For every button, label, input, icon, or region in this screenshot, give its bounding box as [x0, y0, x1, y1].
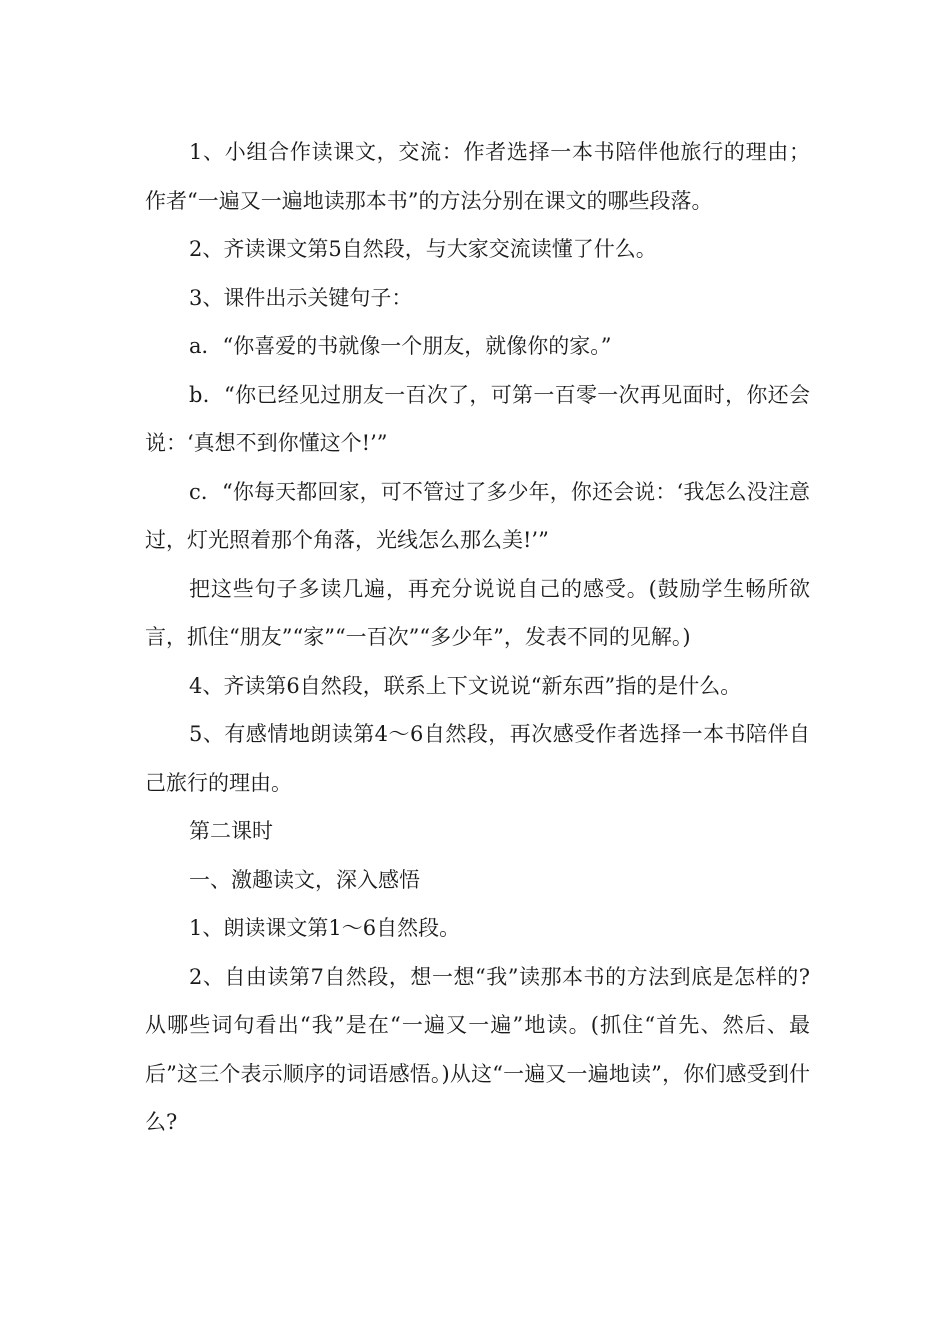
paragraph-5: b．“你已经见过朋友一百次了，可第一百零一次再见面时，你还会说：‘真想不到你懂这个!’”	[145, 382, 810, 455]
paragraph-6: c．“你每天都回家，可不管过了多少年，你还会说：‘我怎么没注意过，灯光照着那个角落，光线怎么那么美!’”	[145, 479, 810, 552]
paragraph-12: 1、朗读课文第1～6自然段。	[189, 916, 461, 940]
paragraph-13: 2、自由读第7自然段，想一想“我”读那本书的方法到底是怎样的?从哪些词句看出“我”是在“一遍又一遍”地读。(抓住“首先、然后、最后”这三个表示顺序的词语感悟。)从这“一遍又一遍地读”，你们感受到什么?	[145, 964, 810, 1134]
paragraph-9: 5、有感情地朗读第4～6自然段，再次感受作者选择一本书陪伴自己旅行的理由。	[145, 722, 810, 795]
subsection-heading: 一、激趣读文，深入感悟	[189, 867, 420, 892]
paragraph-2: 2、齐读课文第5自然段，与大家交流读懂了什么。	[189, 237, 657, 261]
paragraph-8: 4、齐读第6自然段，联系上下文说说“新东西”指的是什么。	[189, 673, 742, 698]
section-heading: 第二课时	[189, 819, 273, 843]
paragraph-3: 3、课件出示关键句子：	[189, 285, 413, 310]
paragraph-4: a．“你喜爱的书就像一个朋友，就像你的家。”	[189, 334, 612, 358]
paragraph-7: 把这些句子多读几遍，再充分说说自己的感受。(鼓励学生畅所欲言，抓住“朋友”“家”“一百次”“多少年”，发表不同的见解。)	[145, 576, 810, 649]
paragraph-1: 1、小组合作读课文，交流：作者选择一本书陪伴他旅行的理由；作者“一遍又一遍地读那本书”的方法分别在课文的哪些段落。	[145, 140, 810, 213]
document-page	[145, 128, 810, 1147]
